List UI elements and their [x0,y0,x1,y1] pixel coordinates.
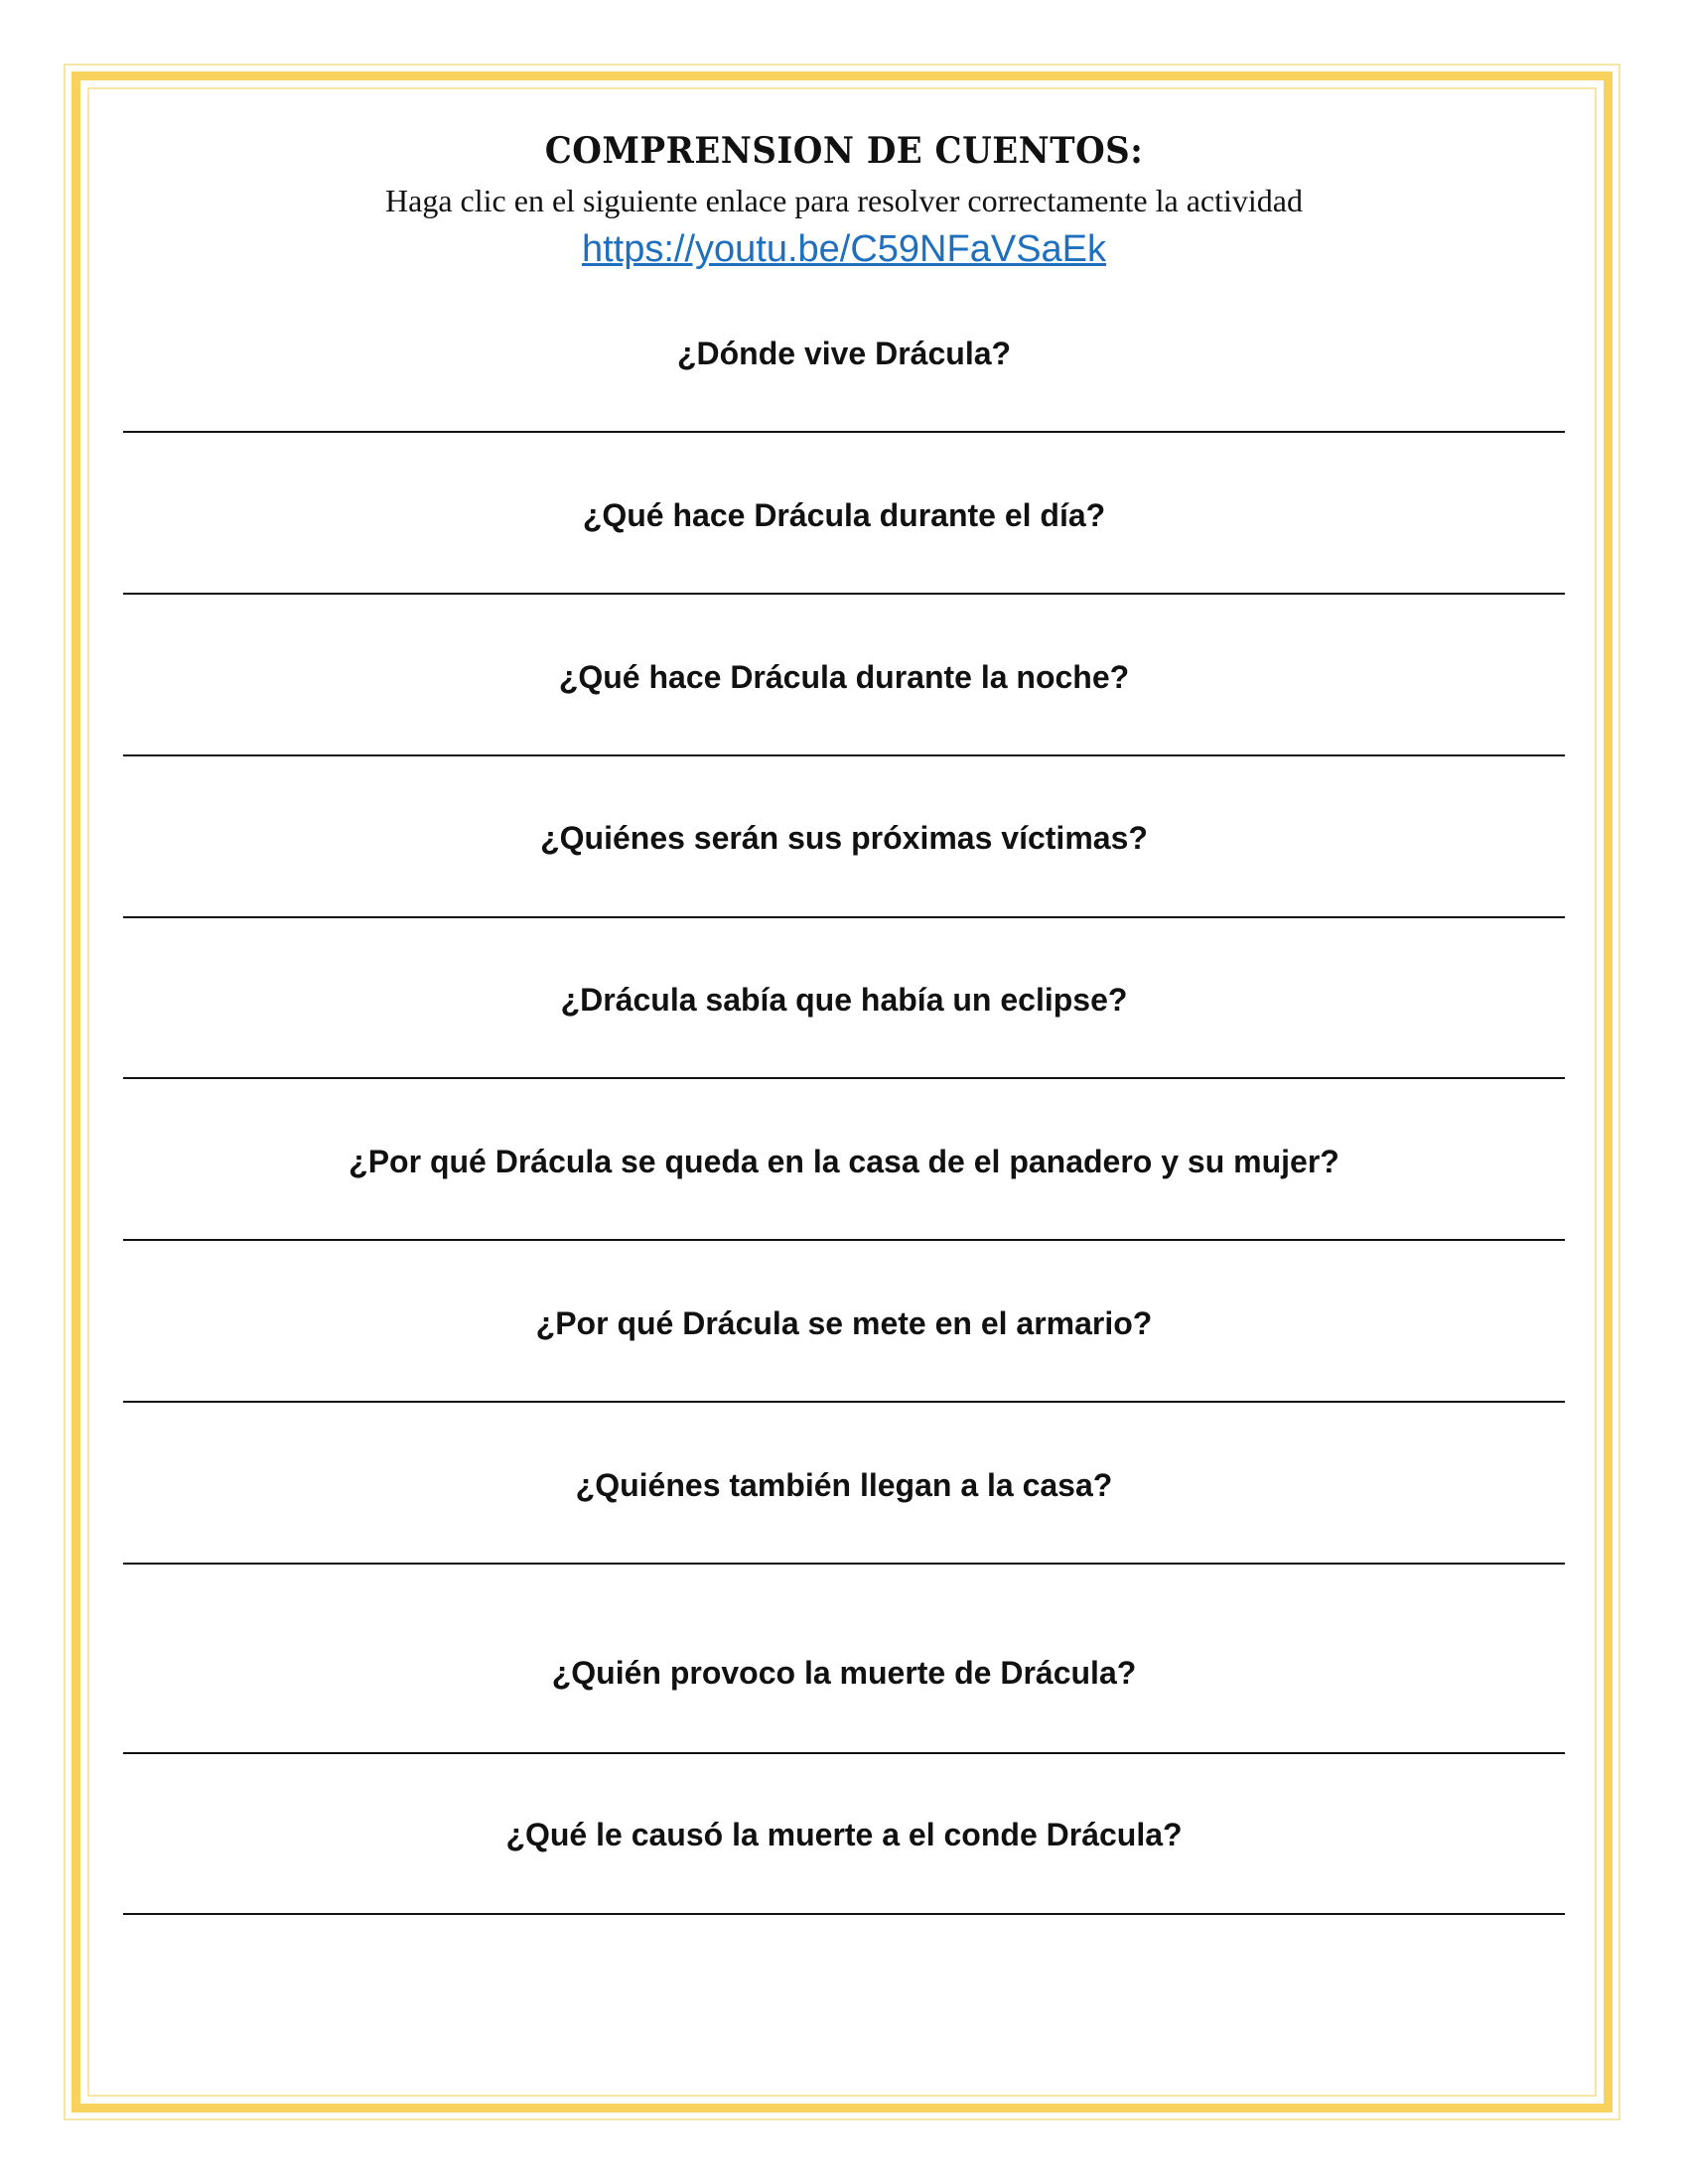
question-6: ¿Por qué Drácula se queda en la casa de el panadero y su mujer? [349,1144,1339,1179]
question-9: ¿Quién provoco la muerte de Drácula? [551,1655,1137,1691]
answer-line-9[interactable] [123,1752,1565,1754]
question-10: ¿Qué le causó la muerte a el conde Drácula? [505,1817,1183,1852]
answer-line-4[interactable] [123,916,1565,918]
question-1: ¿Dónde vive Drácula? [676,336,1012,371]
answer-line-1[interactable] [123,431,1565,433]
question-4: ¿Quiénes serán sus próximas víctimas? [540,820,1148,856]
page-title: COMPRENSION DE CUENTOS: [544,129,1144,173]
question-2: ¿Qué hace Drácula durante el día? [582,497,1106,533]
answer-line-5[interactable] [123,1077,1565,1079]
answer-line-10[interactable] [123,1913,1565,1915]
video-link[interactable]: https://youtu.be/C59NFaVSaEk [581,228,1107,270]
instructions-text: Haga clic en el siguiente enlace para resolver correctamente la actividad [385,183,1303,218]
answer-line-3[interactable] [123,754,1565,756]
question-7: ¿Por qué Drácula se mete en el armario? [535,1305,1153,1341]
question-5: ¿Drácula sabía que había un eclipse? [560,982,1128,1018]
worksheet-header [0,127,1688,274]
answer-line-7[interactable] [123,1401,1565,1403]
question-8: ¿Quiénes también llegan a la casa? [575,1467,1113,1503]
question-3: ¿Qué hace Drácula durante la noche? [558,659,1130,695]
answer-line-8[interactable] [123,1563,1565,1565]
page-border-inner [87,87,1597,2097]
answer-line-6[interactable] [123,1239,1565,1241]
answer-line-2[interactable] [123,593,1565,595]
